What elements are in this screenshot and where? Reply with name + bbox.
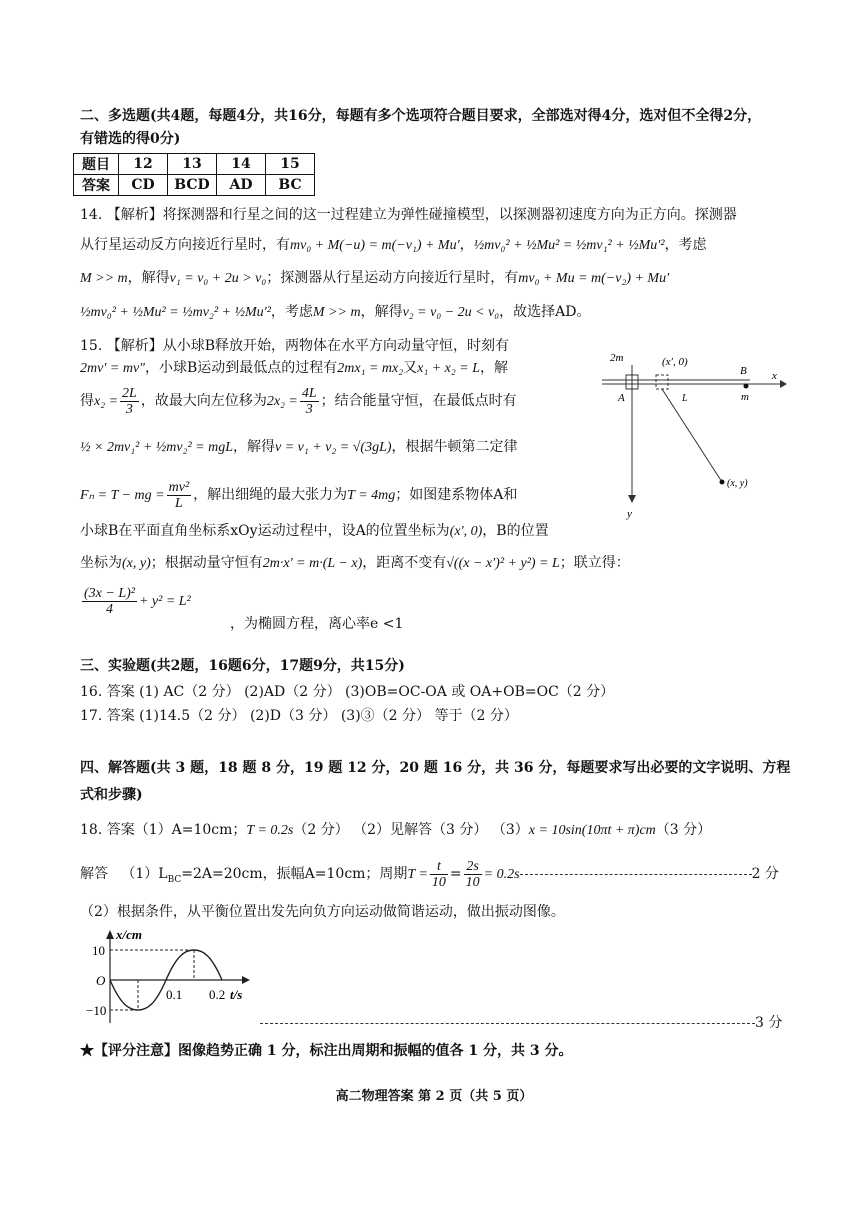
graph-origin: O	[96, 973, 106, 988]
equation: + y² = L²	[138, 594, 191, 609]
q18-text: 18. 答案（1）A=10cm；	[80, 822, 247, 838]
equation: M >> m	[312, 305, 361, 320]
equation: T = 4mg	[347, 488, 396, 503]
table-cell-a13: BCD	[168, 175, 217, 196]
label-y: y	[627, 508, 632, 520]
q14-line2: 从行星运动反方向接近行星时，有mv₀ + M(−u) = m(−v₁) + Mu′，½mv₀² + ½Mu² = ½mv₁² + ½Mu′²，考虑	[80, 237, 707, 253]
y-axis-arrow	[628, 495, 636, 503]
q15-text: ，故最大向左位移为	[140, 393, 267, 409]
q15-text: ，解出细绳的最大张力为	[193, 487, 348, 503]
q17-answer: 17. 答案 (1)14.5（2 分） (2)D（3 分） (3)③（2 分） 等于（2 分）	[80, 708, 518, 724]
equation: x = 10sin(10πt + π)cm	[528, 823, 656, 838]
q14-text: ；探测器从行星运动方向接近行星时，有	[266, 270, 519, 286]
q16-answer: 16. 答案 (1) AC（2 分） (2)AD（2 分） (3)OB=OC-OA 或 OA+OB=OC（2 分）	[80, 684, 615, 700]
numerator: 4L	[301, 385, 317, 401]
equation: mv₀ + M(−u) = m(−v₁) + Mu′	[290, 238, 460, 253]
denominator: 3	[125, 401, 133, 417]
q15-line1: 15. 【解析】从小球B释放开始，两物体在水平方向动量守恒，时刻有	[80, 338, 510, 354]
q18-solution-line1: 解答 $(1)L_{BC}=2A=20cm$，振幅A=10cm；周期T = $\frac{t}{10}$ = $\frac{2s}{10}$ = 0.2s 2 分	[80, 858, 779, 890]
dashed-leader	[520, 874, 752, 875]
equation: v = v₁ + v₂ = √(3gL)	[275, 440, 392, 455]
q18-text: （2 分） （2）见解答（3 分） （3）	[293, 822, 529, 838]
graph-x1: 0.1	[166, 987, 183, 1002]
graph-y-pos: 10	[92, 943, 105, 958]
q14-text: ，解得	[127, 270, 170, 286]
q15-line7	[80, 553, 630, 574]
table-cell-q13: 13	[168, 154, 217, 175]
oscillation-graph	[82, 925, 262, 1025]
ball-B-low	[720, 480, 725, 485]
graph-ylabel: x/cm	[116, 927, 142, 942]
block-A-displaced	[656, 375, 668, 389]
x-axis-vertical-arrow	[106, 930, 114, 939]
section4-heading-line2: 式和步骤)	[80, 787, 143, 803]
q15-text: ；结合能量守恒，在最低点时有	[320, 393, 517, 409]
section3-heading: 三、实验题(共2题，16题6分，17题9分，共15分)	[80, 658, 405, 674]
q15-text: 又	[403, 360, 418, 376]
q18-answer	[80, 820, 711, 841]
section2-heading-line2: 有错选的得0分)	[80, 131, 181, 147]
q18-text: （3 分）	[655, 822, 712, 838]
label-2m: 2m	[610, 352, 624, 364]
equation: T =	[407, 867, 428, 882]
graph-x2: 0.2	[209, 987, 226, 1002]
table-cell-q14: 14	[217, 154, 266, 175]
equation: 2mv′ = mv″	[80, 361, 145, 376]
label-A: A	[618, 392, 625, 404]
table-cell-q15: 15	[266, 154, 315, 175]
fraction	[82, 586, 137, 617]
q14-line4	[80, 302, 591, 323]
solution-text: =2A=20cm，振幅A=10cm；周期	[181, 866, 408, 882]
label-xprime: (x′, 0)	[662, 356, 688, 368]
equation: T = 0.2s	[246, 823, 294, 838]
denominator: 4	[105, 601, 113, 617]
q15-line2	[80, 358, 508, 379]
q15-text: ，B的位置	[482, 523, 549, 539]
q15-text: ；根据动量守恒有	[150, 555, 263, 571]
table-cell-a14: AD	[217, 175, 266, 196]
label-L: L	[682, 393, 688, 404]
q15-text: ，小球B运动到最低点的过程有	[145, 360, 338, 376]
section2-heading-line1: 二、多选题(共4题，每题4分，共16分，每题有多个选项符合题目要求，全部选对得4分，选对但不全得2分，	[80, 108, 762, 124]
table-cell-q12: 12	[119, 154, 168, 175]
q15-line4	[80, 437, 518, 458]
equation: 2x₂ =	[266, 394, 298, 409]
equation: (x′, 0)	[449, 524, 483, 539]
denominator: 3	[305, 401, 313, 417]
q15-text: 小球B在平面直角坐标系xOy运动过程中，设A的位置坐标为	[80, 523, 450, 539]
fraction	[300, 386, 319, 417]
section4-heading-line1: 四、解答题(共 3 题，18 题 8 分，19 题 12 分，20 题 16 分，共 36 分，每题要求写出必要的文字说明、方程	[80, 760, 791, 776]
denominator: 10	[465, 874, 480, 890]
equation: 2mx₁ = mx₂	[337, 361, 404, 376]
equation: v₂ = v₀ − 2u < v₀	[402, 305, 500, 320]
q15-text: ，解	[479, 360, 508, 376]
fraction	[464, 859, 482, 890]
numerator: mv²	[168, 479, 190, 495]
q14-line3	[80, 268, 669, 289]
string	[662, 389, 722, 482]
q15-text: 坐标为	[80, 555, 122, 571]
q15-text: ，解得	[233, 439, 276, 455]
numerator: (3x − L)²	[84, 585, 135, 601]
answer-table	[73, 153, 315, 196]
table-cell-a12: CD	[119, 175, 168, 196]
numerator: 2L	[122, 385, 137, 401]
equation: ½ × 2mv₁² + ½mv₂² = mgL	[80, 440, 234, 455]
graph-y-neg: −10	[86, 1003, 107, 1018]
score: 2 分	[751, 866, 779, 882]
label-xy: (x, y)	[727, 478, 748, 489]
q15-diagram	[600, 345, 790, 525]
subscript: BC	[167, 874, 182, 885]
q15-text: ，距离不变有	[362, 555, 447, 571]
equation: √((x − x′)² + y²) = L	[446, 556, 560, 571]
equation: = 0.2s	[483, 867, 520, 882]
q15-line8	[80, 583, 191, 620]
t-axis-arrow	[242, 976, 250, 984]
solution-label: 解答	[80, 866, 108, 882]
denominator: 10	[431, 874, 446, 890]
q14-line1: 14. 【解析】将探测器和行星之间的这一过程建立为弹性碰撞模型，以探测器初速度方向为正方向。探测器	[80, 207, 737, 223]
q15-text: 得	[80, 393, 94, 409]
x-axis-arrow	[780, 380, 787, 388]
page-footer: 高二物理答案 第 2 页（共 5 页）	[335, 1089, 533, 1104]
q15-text: ，根据牛顿第二定律	[391, 439, 518, 455]
equation: (x, y)	[122, 556, 151, 571]
solution-text: （1）L	[121, 866, 168, 882]
q15-line6	[80, 521, 549, 542]
q18-solution-line2: （2）根据条件，从平衡位置出发先向负方向运动做简谐运动，做出振动图像。	[80, 904, 565, 920]
table-row-label-answer: 答案	[74, 175, 119, 196]
q15-text: ；联立得：	[559, 555, 630, 571]
q15-conclusion: ，为椭圆方程，离心率e <1	[230, 616, 404, 632]
denominator: L	[174, 495, 183, 511]
equation: x₁ + x₂ = L	[417, 361, 480, 376]
graph-score-line	[260, 1013, 782, 1033]
graph-xlabel: t/s	[230, 987, 243, 1002]
q14-text: 从行星运动反方向接近行星时，有	[80, 237, 290, 253]
numerator: 2s	[464, 859, 482, 875]
fraction	[430, 859, 448, 890]
q14-text: ，考虑	[270, 304, 313, 320]
ball-B-top	[744, 384, 749, 389]
score: 3 分	[755, 1015, 783, 1031]
table-cell-a15: BC	[266, 175, 315, 196]
q14-text: ，考虑	[664, 237, 707, 253]
q15-line5	[80, 477, 517, 514]
equation: ½mv₀² + ½Mu² = ½mv₁² + ½Mu′²	[473, 238, 665, 253]
equation: Fₙ = T − mg =	[80, 488, 165, 503]
q15-line3	[80, 383, 517, 420]
equation: ½mv₀² + ½Mu² = ½mv₂² + ½Mu′²	[80, 305, 271, 320]
equation: x₂ =	[94, 394, 119, 409]
fraction	[167, 480, 192, 511]
q14-text: ，解得	[360, 304, 403, 320]
q15-text: ；如图建系物体A和	[395, 487, 518, 503]
label-x: x	[772, 370, 777, 382]
scoring-note: ★【评分注意】图像趋势正确 1 分，标注出周期和振幅的值各 1 分，共 3 分。	[80, 1043, 573, 1059]
q14-text: ，故选择AD。	[499, 304, 591, 320]
equation: v₁ = v₀ + 2u > v₀	[169, 271, 267, 286]
dashed-leader	[260, 1023, 755, 1024]
numerator: t	[430, 859, 448, 875]
label-m: m	[741, 391, 749, 403]
equation: M >> m	[80, 271, 128, 286]
equation: 2m·x′ = m·(L − x)	[262, 556, 363, 571]
table-row-label-question: 题目	[74, 154, 119, 175]
equation: mv₀ + Mu = m(−v₂) + Mu′	[518, 271, 670, 286]
label-B: B	[740, 365, 747, 377]
fraction	[120, 386, 139, 417]
